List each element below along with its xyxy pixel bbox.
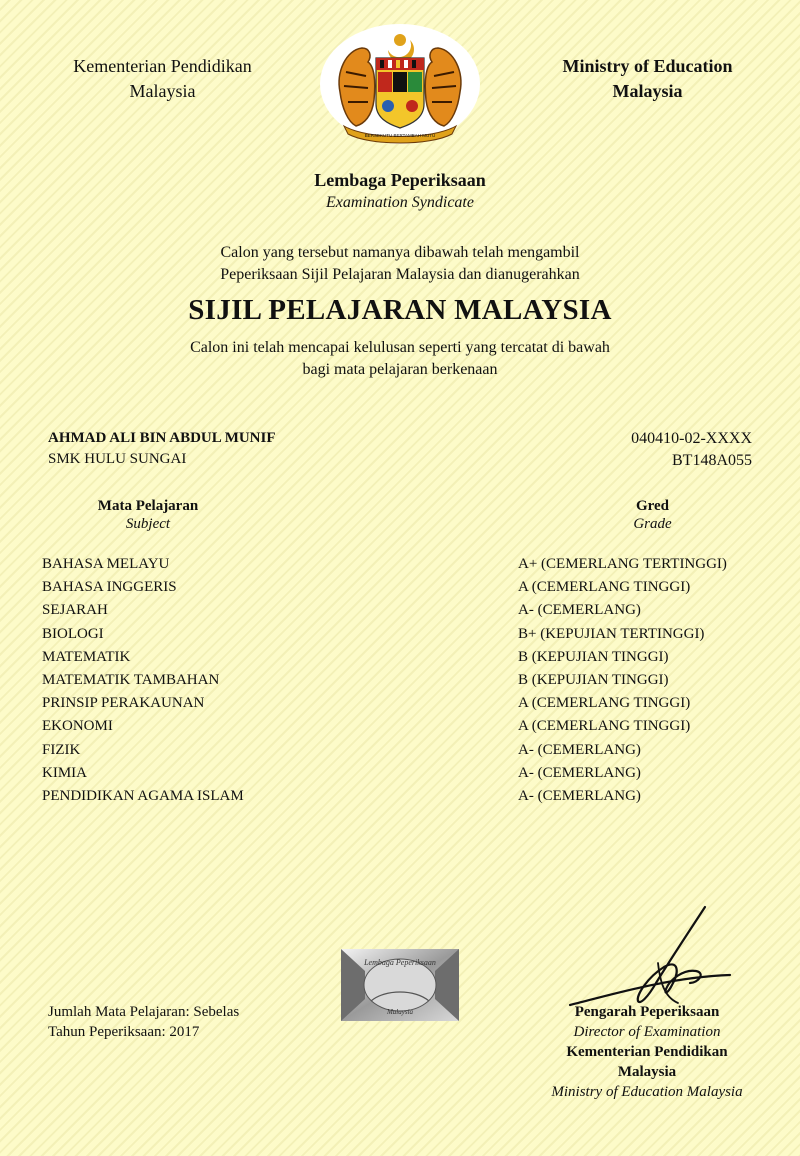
subject-cell: MATEMATIK TAMBAHAN <box>42 671 220 688</box>
candidate-school: SMK HULU SUNGAI <box>48 451 187 467</box>
stamp-text-bottom: Malaysia <box>386 1008 414 1016</box>
certificate-serial-number: BT148A055 <box>672 452 752 469</box>
grade-cell: B (KEPUJIAN TINGGI) <box>518 648 669 665</box>
exam-year: Tahun Peperiksaan: 2017 <box>48 1024 200 1040</box>
director-block <box>540 1002 754 1102</box>
grade-cell: B+ (KEPUJIAN TERTINGGI) <box>518 625 705 642</box>
examination-board-title: Lembaga Peperiksaan <box>314 170 486 190</box>
subject-header-malay: Mata Pelajaran <box>97 498 199 514</box>
director-title: Pengarah Peperiksaan <box>574 1004 720 1020</box>
director-ministry-line1: Kementerian Pendidikan <box>566 1044 728 1060</box>
subject-cell: BAHASA MELAYU <box>42 556 170 572</box>
intro-line2: Peperiksaan Sijil Pelajaran Malaysia dan dianugerahkan <box>220 266 580 283</box>
table-row <box>42 692 762 715</box>
director-signature <box>560 905 750 1015</box>
ministry-my-line1: Kementerian Pendidikan <box>73 56 252 76</box>
subject-cell: BAHASA INGGERIS <box>42 579 177 596</box>
intro-paragraph <box>0 242 800 286</box>
achievement-line2: bagi mata pelajaran berkenaan <box>302 361 498 378</box>
table-row <box>42 599 762 622</box>
certificate-title: SIJIL PELAJARAN MALAYSIA <box>188 294 612 326</box>
candidate-name: AHMAD ALI BIN ABDUL MUNIF <box>48 430 276 446</box>
subject-column-header <box>48 497 248 533</box>
subject-cell: PENDIDIKAN AGAMA ISLAM <box>42 787 244 804</box>
table-row <box>42 715 762 738</box>
ministry-en-line1: Ministry of Education <box>562 56 733 76</box>
table-row <box>42 553 762 576</box>
table-row <box>42 762 762 785</box>
achievement-line1: Calon ini telah mencapai kelulusan seperti yang tercatat di bawah <box>190 339 610 356</box>
subject-cell: BIOLOGI <box>42 625 104 642</box>
grade-cell: A (CEMERLANG TINGGI) <box>518 695 691 712</box>
svg-text:BERSEKUTU BERTAMBAH MUTU: BERSEKUTU BERTAMBAH MUTU <box>364 133 436 138</box>
ministry-name-malay <box>40 54 285 104</box>
grade-header-malay: Gred <box>635 498 670 514</box>
grade-cell: A (CEMERLANG TINGGI) <box>518 718 691 735</box>
subject-cell: MATEMATIK <box>42 648 131 665</box>
subject-cell: PRINSIP PERAKAUNAN <box>42 695 205 712</box>
subject-cell: FIZIK <box>42 741 81 758</box>
candidate-ic-number: 040410-02-XXXX <box>631 430 752 447</box>
table-row <box>42 576 762 599</box>
table-row <box>42 646 762 669</box>
director-ministry-english: Ministry of Education Malaysia <box>551 1084 743 1100</box>
table-row <box>42 623 762 646</box>
intro-line1: Calon yang tersebut namanya dibawah telah mengambil <box>220 244 580 261</box>
grade-cell: A- (CEMERLANG) <box>518 741 641 758</box>
examination-syndicate-subtitle: Examination Syndicate <box>326 194 474 211</box>
director-ministry-line2: Malaysia <box>617 1064 677 1080</box>
ministry-name-english <box>525 54 770 104</box>
coat-of-arms-logo <box>318 22 482 146</box>
stamp-text-top: Lembaga Peperiksaan <box>364 958 436 967</box>
grade-column-header <box>580 497 725 533</box>
grade-cell: A- (CEMERLANG) <box>518 602 641 619</box>
ministry-en-line2: Malaysia <box>612 81 683 101</box>
grade-cell: B (KEPUJIAN TINGGI) <box>518 671 669 688</box>
table-row <box>42 739 762 762</box>
results-table <box>42 553 762 808</box>
subject-cell: SEJARAH <box>42 602 108 619</box>
table-row <box>42 785 762 808</box>
ministry-my-line2: Malaysia <box>129 81 196 101</box>
table-row <box>42 669 762 692</box>
achievement-paragraph <box>0 337 800 381</box>
grade-cell: A (CEMERLANG TINGGI) <box>518 579 691 596</box>
subject-cell: KIMIA <box>42 764 87 781</box>
total-subjects: Jumlah Mata Pelajaran: Sebelas <box>48 1004 240 1020</box>
subject-cell: EKONOMI <box>42 718 113 735</box>
examination-board-stamp <box>341 949 459 1021</box>
grade-cell: A- (CEMERLANG) <box>518 764 641 781</box>
grade-cell: A+ (CEMERLANG TERTINGGI) <box>518 556 727 572</box>
subject-header-english: Subject <box>125 516 171 532</box>
director-title-english: Director of Examination <box>573 1024 721 1040</box>
grade-header-english: Grade <box>633 516 672 532</box>
grade-cell: A- (CEMERLANG) <box>518 787 641 804</box>
exam-summary <box>48 1002 239 1042</box>
